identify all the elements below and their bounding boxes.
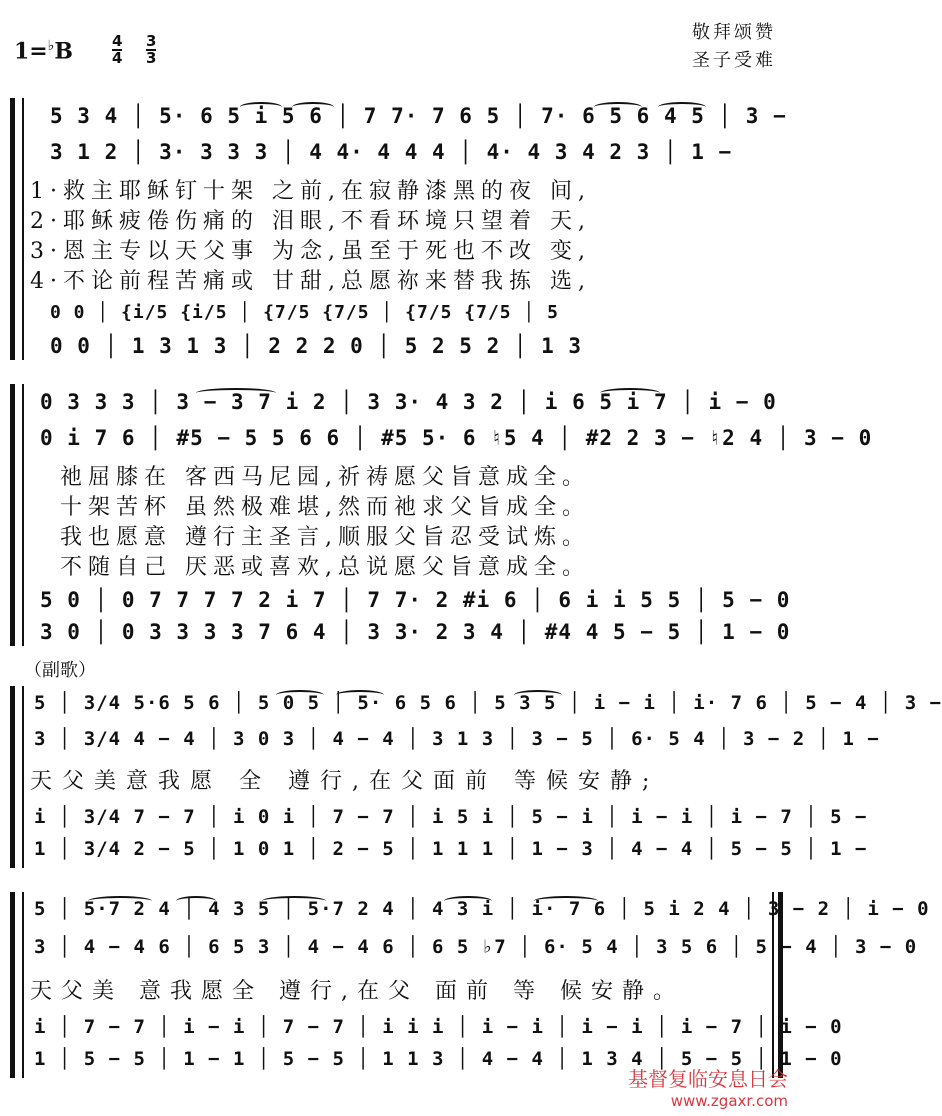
tenor-notes: 5 0 │ 0 7 7 7 7 2 i 7 │ 7 7· 2 #i 6 │ 6 i i 5 5 │ 5 − 0 [40,588,791,612]
bass-notes: 1 │ 3/4 2 − 5 │ 1 0 1 │ 2 − 5 │ 1 1 1 │ 1 − 3 │ 4 − 4 │ 5 − 5 │ 1 − [34,838,868,860]
soprano-notes: 5 │ 3/4 5·6 5 6 │ 5 0 5 │ 5· 6 5 6 │ 5 3 5 │ i − i │ i· 7 6 │ 5 − 4 │ 3 − [34,692,942,714]
lyric-verse-1: 祂屈膝在 客西马尼园,祈祷愿父旨意成全。 [60,465,590,490]
alto-notes: 3 1 2 │ 3· 3 3 3 │ 4 4· 4 4 4 │ 4· 4 3 4 2 3 │ 1 − [50,140,733,164]
barline [22,892,24,1078]
time-signature-3-4: 3 3 [146,32,157,67]
lyric-chorus: 天父美 意我愿全 遵行,在父 面前 等 候安静。 [30,979,684,1004]
bass-notes: 1 │ 5 − 5 │ 1 − 1 │ 5 − 5 │ 1 1 3 │ 4 − 4 │ 1 3 4 │ 5 − 5 │ 1 − 0 [34,1048,843,1070]
lyric-verse-4: 4·不论前程苦痛或 甘甜,总愿祢来替我拣 选, [30,269,591,294]
chorus-label: （副歌） [24,660,96,681]
lyric-chorus: 天父美意我愿 全 遵行,在父面前 等候安静; [30,769,660,794]
system-bracket [10,892,15,1078]
tenor-notes: i │ 3/4 7 − 7 │ i 0 i │ 7 − 7 │ i 5 i │ 5 − i │ i − i │ i − 7 │ 5 − [34,806,868,828]
time-signature-4-4: 4 4 [112,32,123,67]
tenor-notes: i │ 7 − 7 │ i − i │ 7 − 7 │ i i i │ i − i │ i − i │ i − 7 │ i − 0 [34,1016,843,1038]
key-signature: 1=♭B [14,38,73,65]
system-bracket [10,98,15,360]
alto-notes: 0 i 7 6 │ #5 − 5 5 6 6 │ #5 5· 6 ♮5 4 │ #2 2 3 − ♮2 4 │ 3 − 0 [40,426,873,450]
soprano-notes: 5 │ 5·7 2 4 │ 4 3 5 │ 5·7 2 4 │ 4 3 i │ i· 7 6 │ 5 i 2 4 │ 3 − 2 │ i − 0 [34,898,930,920]
barline [22,686,24,868]
system-bracket [10,686,15,868]
watermark-url: www.zgaxr.com [670,1092,788,1110]
barline [22,384,24,646]
watermark-site-name: 基督复临安息日会 [628,1067,788,1091]
lyric-verse-3: 3·恩主专以天父事 为念,虽至于死也不改 变, [30,239,591,264]
watermark [628,1063,788,1110]
barline [22,98,24,360]
tenor-notes: 0 0 │ {i/5 {i/5 │ {7/5 {7/5 │ {7/5 {7/5 │ 5 [50,302,559,323]
lyric-verse-2: 十架苦杯 虽然极难堪,然而祂求父旨成全。 [60,495,590,520]
system-bracket [10,384,15,646]
soprano-notes: 0 3 3 3 │ 3 − 3 7 i 2 │ 3 3· 4 3 2 │ i 6 5 i 7 │ i − 0 [40,390,777,414]
lyric-verse-2: 2·耶稣疲倦伤痛的 泪眼,不看环境只望着 天, [30,209,591,234]
alto-notes: 3 │ 3/4 4 − 4 │ 3 0 3 │ 4 − 4 │ 3 1 3 │ 3 − 5 │ 6· 5 4 │ 3 − 2 │ 1 − [34,728,880,750]
bass-notes: 3 0 │ 0 3 3 3 3 7 6 4 │ 3 3· 2 3 4 │ #4 4 5 − 5 │ 1 − 0 [40,620,791,644]
lyric-verse-3: 我也愿意 遵行主圣言,顺服父旨忍受试炼。 [60,525,590,550]
lyric-verse-4: 不随自己 厌恶或喜欢,总说愿父旨意成全。 [60,555,590,580]
alto-notes: 3 │ 4 − 4 6 │ 6 5 3 │ 4 − 4 6 │ 6 5 ♭7 │ 6· 5 4 │ 3 5 6 │ 5 − 4 │ 3 − 0 [34,936,918,958]
category-label: 敬拜颂赞 [692,22,776,43]
soprano-notes: 5 3 4 │ 5· 6 5 i 5 6 │ 7 7· 7 6 5 │ 7· 6 5 6 4 5 │ 3 − [50,104,787,128]
subcategory-label: 圣子受难 [692,50,776,71]
lyric-verse-1: 1·救主耶稣钉十架 之前,在寂静漆黑的夜 间, [30,179,591,204]
bass-notes: 0 0 │ 1 3 1 3 │ 2 2 2 0 │ 5 2 5 2 │ 1 3 [50,334,583,358]
